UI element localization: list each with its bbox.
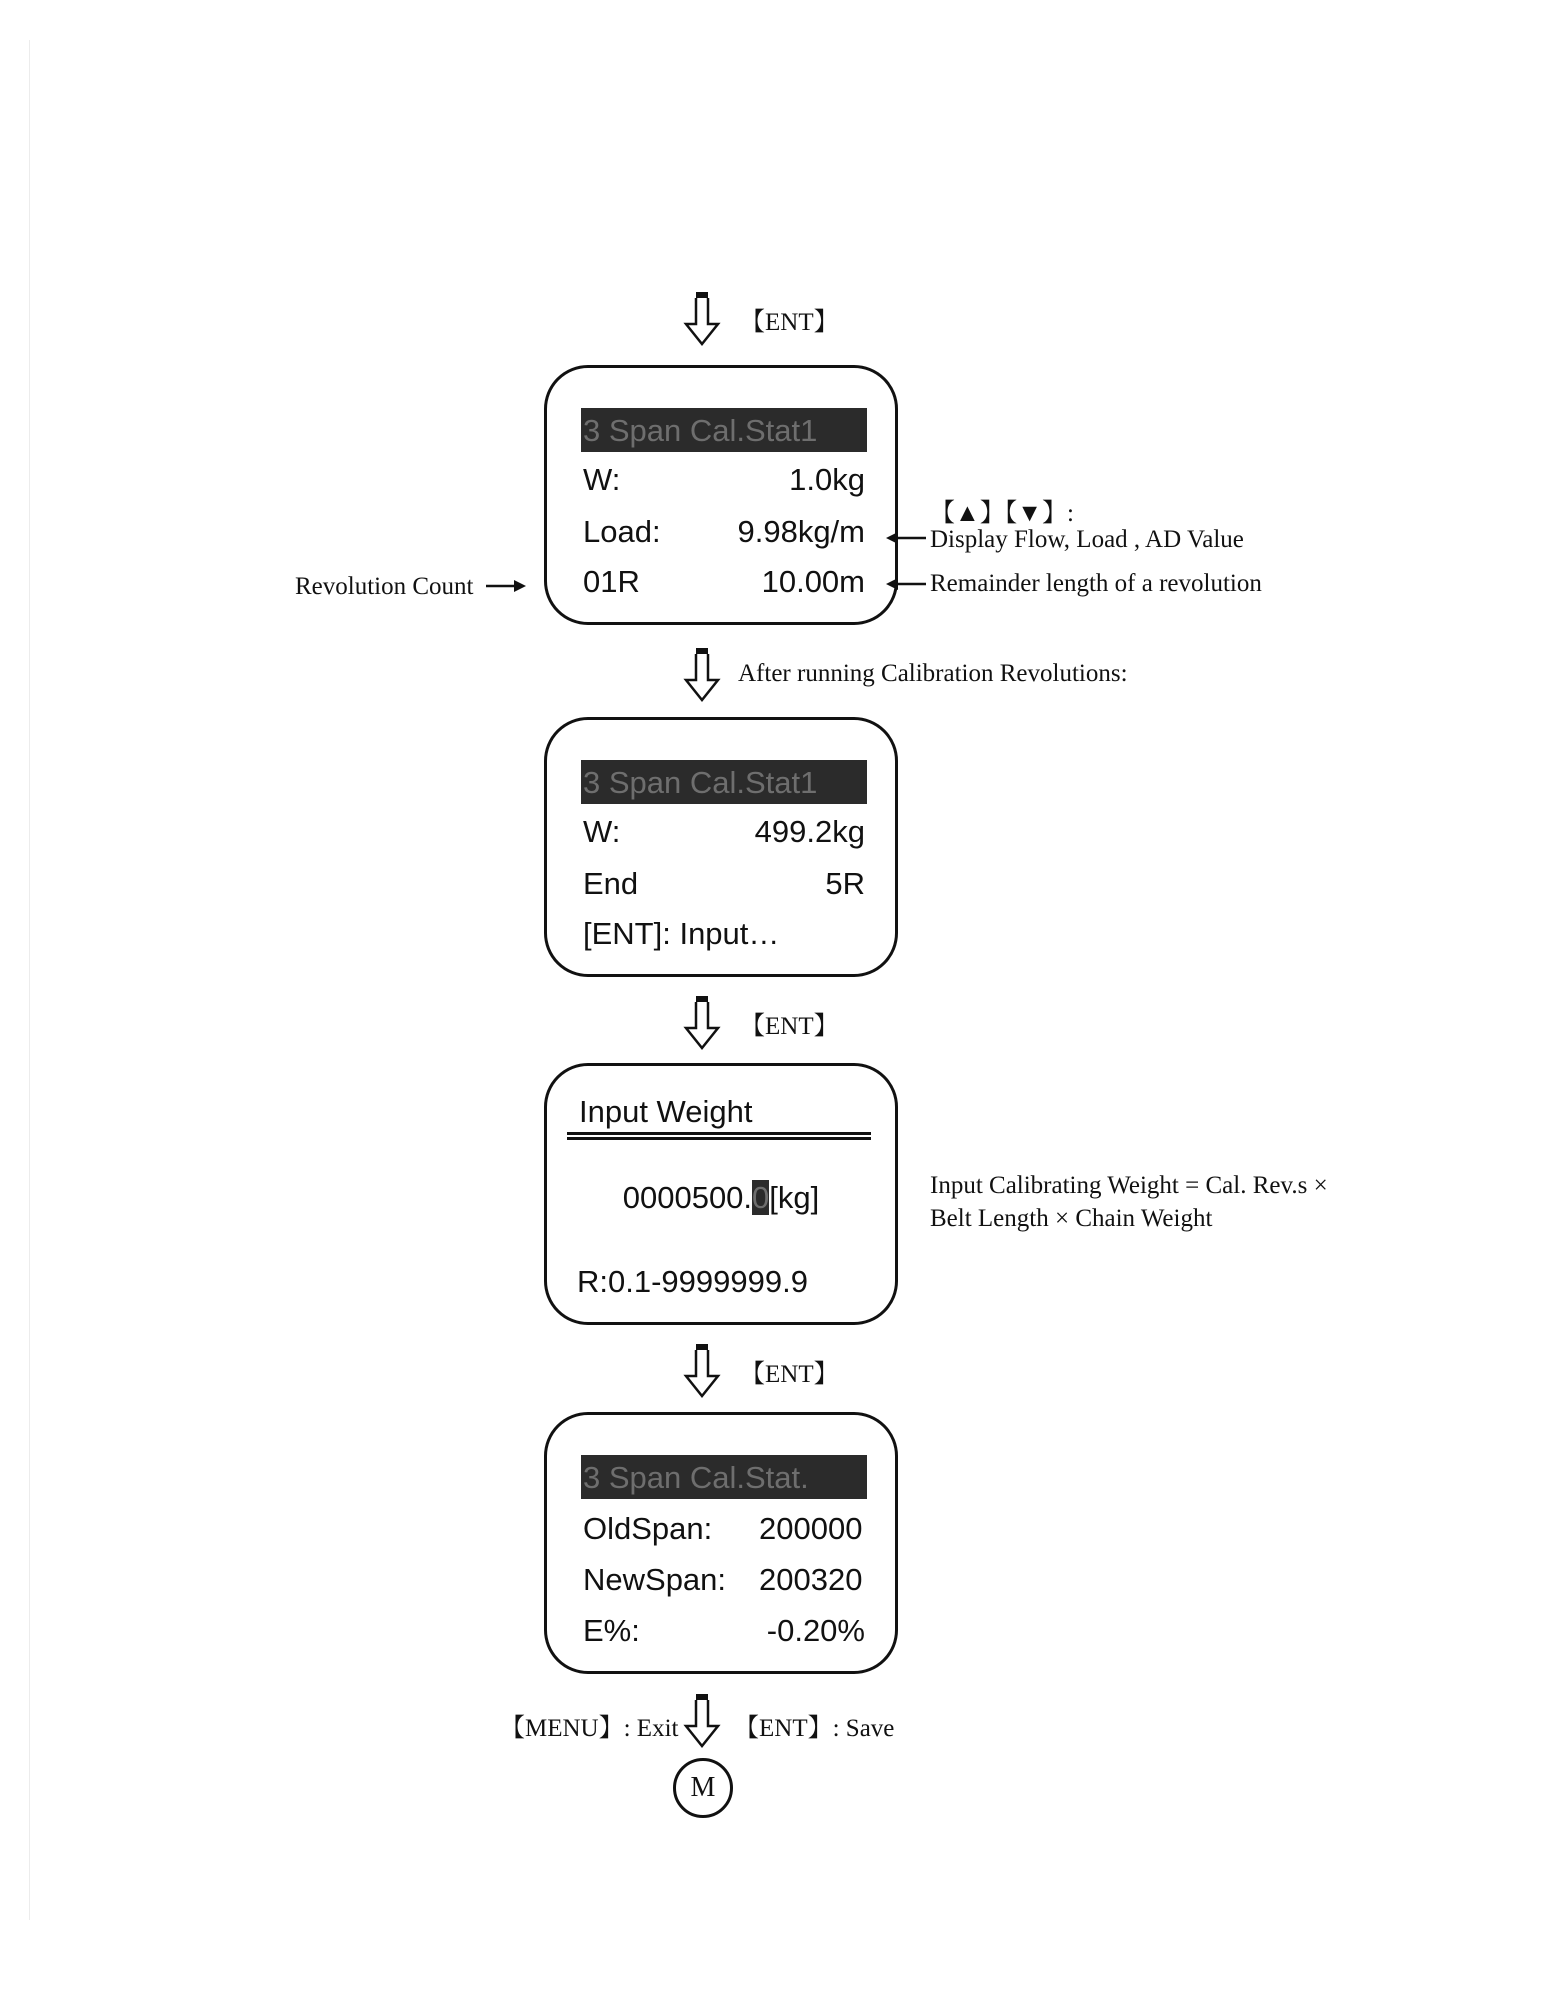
row-value: 499.2kg xyxy=(754,814,865,849)
display-flow-label: Display Flow, Load , AD Value xyxy=(930,526,1244,553)
lcd-screen-span-cal-end xyxy=(544,717,898,977)
down-arrow-icon xyxy=(682,290,722,346)
lcd-screen-input-weight xyxy=(544,1063,898,1325)
right-arrow-icon xyxy=(484,576,528,596)
row-value: 200320 xyxy=(759,1562,863,1597)
row-label: W: xyxy=(583,814,621,849)
weight-range-row xyxy=(577,1262,865,1302)
down-arrow-icon xyxy=(682,1342,722,1398)
step-ent-label-1: 【ENT】 xyxy=(740,309,839,336)
screen-row-weight xyxy=(583,812,865,852)
row-value: -0.20% xyxy=(766,1613,865,1648)
screen-row-revolution xyxy=(583,562,865,602)
screen-title: Input Weight xyxy=(579,1094,753,1129)
row-label: NewSpan: xyxy=(583,1562,727,1597)
row-label: End xyxy=(583,866,639,901)
screen-row-ent-input xyxy=(583,914,865,954)
formula-line-1: Input Calibrating Weight = Cal. Rev.s × xyxy=(930,1172,1328,1199)
screen-header: 3 Span Cal.Stat1 xyxy=(581,760,867,804)
screen-row-error-percent xyxy=(583,1611,865,1651)
input-weight-title xyxy=(579,1092,865,1132)
step-after-running-label: After running Calibration Revolutions: xyxy=(738,660,1128,687)
screen-header: 3 Span Cal.Stat1 xyxy=(581,408,867,452)
row-value: 5R xyxy=(825,866,865,901)
weight-value-prefix: 0000500. xyxy=(622,1180,753,1215)
screen-row-load xyxy=(583,512,865,552)
row-label: W: xyxy=(583,462,621,497)
row-value: 1.0kg xyxy=(789,462,865,497)
step-ent-label-3: 【ENT】 xyxy=(740,1013,839,1040)
left-arrow-icon xyxy=(884,528,928,548)
title-underline xyxy=(567,1132,871,1140)
row-label: Load: xyxy=(583,514,661,549)
down-arrow-icon xyxy=(682,994,722,1050)
screen-row-old-span xyxy=(583,1509,865,1549)
remainder-length-label: Remainder length of a revolution xyxy=(930,570,1262,597)
page-margin-line xyxy=(29,40,30,1920)
row-value: 9.98kg/m xyxy=(737,514,865,549)
row-label: 01R xyxy=(583,564,640,599)
down-arrow-icon xyxy=(682,1692,722,1748)
screen-row-new-span xyxy=(583,1560,865,1600)
weight-unit: [kg] xyxy=(769,1180,820,1215)
screen-header: 3 Span Cal.Stat. xyxy=(581,1455,867,1499)
row-value: 10.00m xyxy=(761,564,865,599)
step-ent-label-4: 【ENT】 xyxy=(740,1361,839,1388)
row-value: 200000 xyxy=(759,1511,863,1546)
end-node-label: M xyxy=(690,1772,716,1803)
weight-cursor-digit: 0 xyxy=(752,1180,770,1215)
menu-end-node xyxy=(673,1758,733,1818)
ent-save-label: 【ENT】: Save xyxy=(734,1715,895,1742)
revolution-count-label: Revolution Count xyxy=(295,573,474,600)
menu-exit-label: 【MENU】: Exit xyxy=(500,1715,679,1742)
lcd-screen-span-result xyxy=(544,1412,898,1674)
row-label: OldSpan: xyxy=(583,1511,713,1546)
screen-row-weight xyxy=(583,460,865,500)
row-label: [ENT]: Input… xyxy=(583,916,780,951)
updown-keys-label: 【▲】【▼】: xyxy=(930,500,1074,527)
formula-line-2: Belt Length × Chain Weight xyxy=(930,1205,1213,1232)
weight-value-field xyxy=(547,1178,895,1218)
row-label: E%: xyxy=(583,1613,640,1648)
screen-row-end xyxy=(583,864,865,904)
lcd-screen-span-cal-stat1 xyxy=(544,365,898,625)
weight-range: R:0.1-9999999.9 xyxy=(577,1264,808,1299)
left-arrow-icon xyxy=(884,574,928,594)
down-arrow-icon xyxy=(682,646,722,702)
